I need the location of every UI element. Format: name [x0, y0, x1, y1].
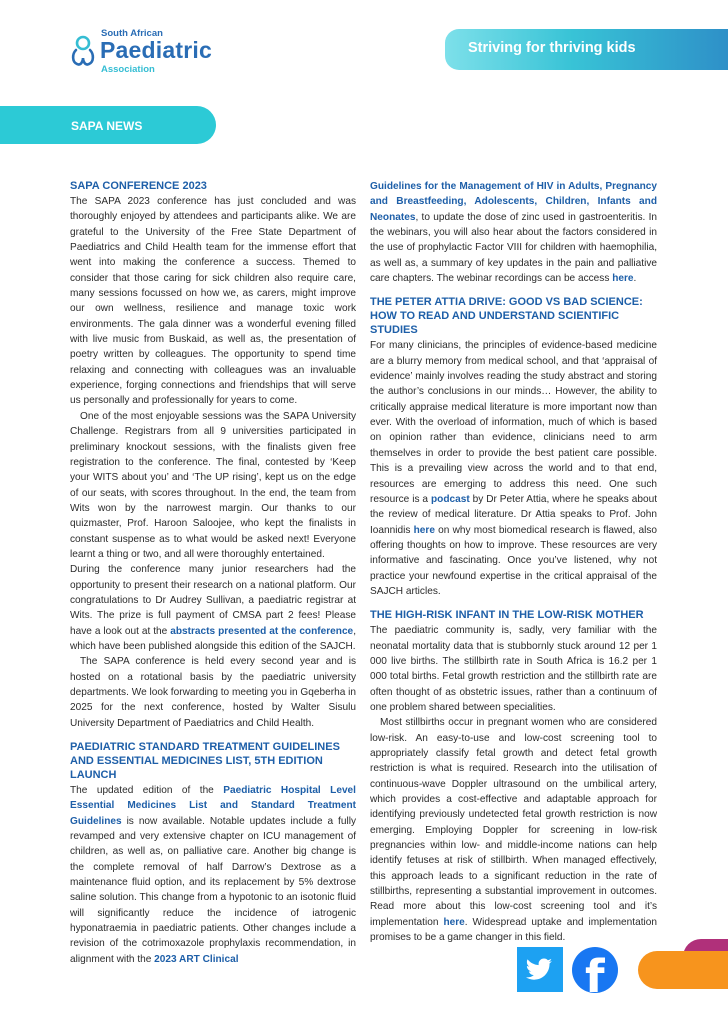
twitter-bird-icon	[517, 947, 563, 992]
text-run: , which have been published alongside this edition of the SAJCH.	[70, 625, 356, 652]
left-column	[70, 179, 356, 967]
text-run: by Dr Peter Attia, where he speaks about the review of medical literature. Dr Attia speaks to Prof. John Ioannidis	[370, 493, 657, 536]
text-run: , to update the dose of zinc used in gastroenteritis. In the webinars, you will also hear about the factors considered in the use of prophylactic Factor VIII for children with haemophilia, as well as, a summary of key updates in the pain and palliative care chapters. The webinar recordings can be access	[370, 211, 657, 285]
webinar-here-link[interactable]: here	[612, 273, 634, 285]
text-run: .	[633, 273, 637, 285]
text-run: The updated edition of the	[70, 785, 224, 797]
hiv-guidelines-link[interactable]: Guidelines for the Management of HIV in Adults, Pregnancy and Breastfeeding, Adolescents, Children, Infants and Neonates	[370, 181, 657, 223]
text-run: For many clinicians, the principles of evidence-based medicine are a blurry memory from medical school, and that ‘appraisal of evidence’ mainly involves reading the study abstract and storing the author’s conclusions in our minds… However, the ability to critically appraise medical literature is more important now than ever. With the overload of information, much of which is based on opinion rather than evidence, clinicians need to arm themselves in order to provide the best patient care possible. This is a prevailing view across the world and to that end, resources are emerging to address this need. One such resource is a	[370, 340, 657, 505]
slogan-banner	[445, 29, 728, 70]
right-column	[370, 179, 657, 945]
screening-here-link[interactable]: here	[443, 916, 465, 928]
heading-sapa-conference: SAPA CONFERENCE 2023	[70, 180, 207, 192]
twitter-icon[interactable]	[517, 947, 563, 992]
heading-peter-attia: THE PETER ATTIA DRIVE: GOOD VS BAD SCIENCE: HOW TO READ AND UNDERSTAND SCIENTIFIC STUDIES	[370, 296, 643, 337]
paragraph: The SAPA conference is held every second year and is hosted on a rotational basis by the paediatric university departments. We look forwarding to meeting you in Gqeberha in 2025 for the next conference, hosted by Walter Sisulu University Department of Paediatrics and Child Health.	[70, 656, 356, 729]
text-run: . Widespread uptake and implementation promises to be a game changer in this field.	[370, 916, 657, 944]
text-run: is now available. Notable updates include a fully revamped and very extensive chapter on ICU management of children, as well as, on palliative care. Another big change is the complete removal of half Darrow’s Dextrose as a maintenance fluid option, and its replacement by 5% dextrose saline solution. This change from a hypotonic to an isotonic fluid will significantly reduce the incidence of iatrogenic hyponatraemia in paediatric patients. Other changes include a revision of the cotrimoxazole prophylaxis recommendation, in alignment with the	[70, 815, 356, 965]
logo-mark-icon	[70, 34, 96, 68]
paragraph: The paediatric community is, sadly, very familiar with the neonatal mortality data that is stubbornly stuck around 12 per 1 000 live births. The stillbirth rate in South Africa is 16.2 per 1 000 total births. Fetal growth restriction and the stillbirth rate are often thought of as obstetric issues, rather than a continuum of one problem shared between specialities.	[370, 625, 657, 713]
paragraph	[370, 715, 657, 945]
logo-line-1: South African	[101, 28, 163, 39]
logo-line-2: Paediatric	[100, 37, 212, 63]
text-run: Most stillbirths occur in pregnant women who are considered low-risk. An easy-to-use and low-cost screening tool to appropriately classify fetal growth and detect fetal growth restriction is what is required. Research into the utilisation of continuous-wave Doppler ultrasound on the umbilical artery, which provides a cost-effective and adaptable approach for identifying previously undetected fetal growth restriction is now emerging. Employing Doppler for screening in low-risk pregnancies within low- and middle-income nations can help identify fetuses at risk of stillbirth. When managed effectively, this approach leads to a significant reduction in the rate of stillbirths, representing a substantial improvement in outcomes. Read more about this low-cost screening tool and it’s implementation	[370, 717, 657, 928]
sapa-logo	[70, 28, 230, 74]
abstracts-link[interactable]: abstracts presented at the conference	[170, 625, 354, 637]
section-tab	[0, 106, 216, 144]
facebook-glyph-icon: f	[585, 950, 605, 993]
paragraph	[370, 338, 657, 599]
paragraph	[70, 562, 356, 654]
section-tab-label: SAPA NEWS	[71, 119, 143, 133]
guidelines-link[interactable]: Paediatric Hospital Level Essential Medicines List and Standard Treatment Guidelines	[70, 785, 356, 827]
logo-line-3: Association	[101, 64, 155, 75]
paragraph: The SAPA 2023 conference has just concluded and was thoroughly enjoyed by attendees and participants alike. We are grateful to the University of the Free State Department of Paediatrics and Child Health team for the immense effort that went into making the conference a success. Themed to consider that those caring for sick children also require care, many sessions focussed on how we, as carers, might improve our own wellness, resilience and manage toxic work environments. The gala dinner was a wonderful evening filled with live music from Buskaid, as well as, the presentation of poetry written by colleagues. The opportunity to spend time relaxing and connecting with colleagues was an invaluable experience, forging connections and friendships that will serve us personally and professionally for years to come.	[70, 196, 356, 407]
paragraph	[70, 783, 356, 967]
facebook-icon[interactable]	[572, 947, 618, 993]
text-run: on why most biomedical research is flawed, also offering thoughts on how to improve. These resources are very informative and fascinating. Once you’ve listened, why not practice your newfound expertise in the critical appraisal of the SAJCH articles.	[370, 524, 657, 597]
decor-orange-tab	[638, 951, 728, 989]
paragraph	[370, 179, 657, 286]
heading-treatment-guidelines: PAEDIATRIC STANDARD TREATMENT GUIDELINES AND ESSENTIAL MEDICINES LIST, 5TH EDITION LAUNCH	[70, 741, 340, 782]
heading-high-risk-infant: THE HIGH-RISK INFANT IN THE LOW-RISK MOTHER	[370, 609, 644, 622]
podcast-link[interactable]: podcast	[430, 493, 470, 505]
paragraph: One of the most enjoyable sessions was the SAPA University Challenge. Registrars from all 9 universities participated in preliminary knockout sessions, with the finalists given free registration to the conference. The final, contested by ‘Keep your WITS about you’ and ‘The UP rising’, kept us on the edge of our seats, with scores throughout. In the end, the team from Wits won by the narrowest margin. Our thanks to our quizmaster, Prof. Haroon Saloojee, who kept the finalists in constant suspense as to what would be asked next! Everyone learnt a thing or two, and all were thoroughly entertained.	[70, 410, 356, 560]
text-run: During the conference many junior researchers had the opportunity to present their research on a national platform. Our congratulations to Dr Audrey Sullivan, a paediatric registrar at Wits. The prize is full payment of CMSA part 2 fees! Please have a look out at the	[70, 564, 356, 637]
slogan-text: Striving for thriving kids	[468, 40, 636, 56]
ioannidis-here-link[interactable]: here	[413, 524, 435, 536]
art-guidelines-link[interactable]: 2023 ART Clinical	[154, 953, 239, 965]
